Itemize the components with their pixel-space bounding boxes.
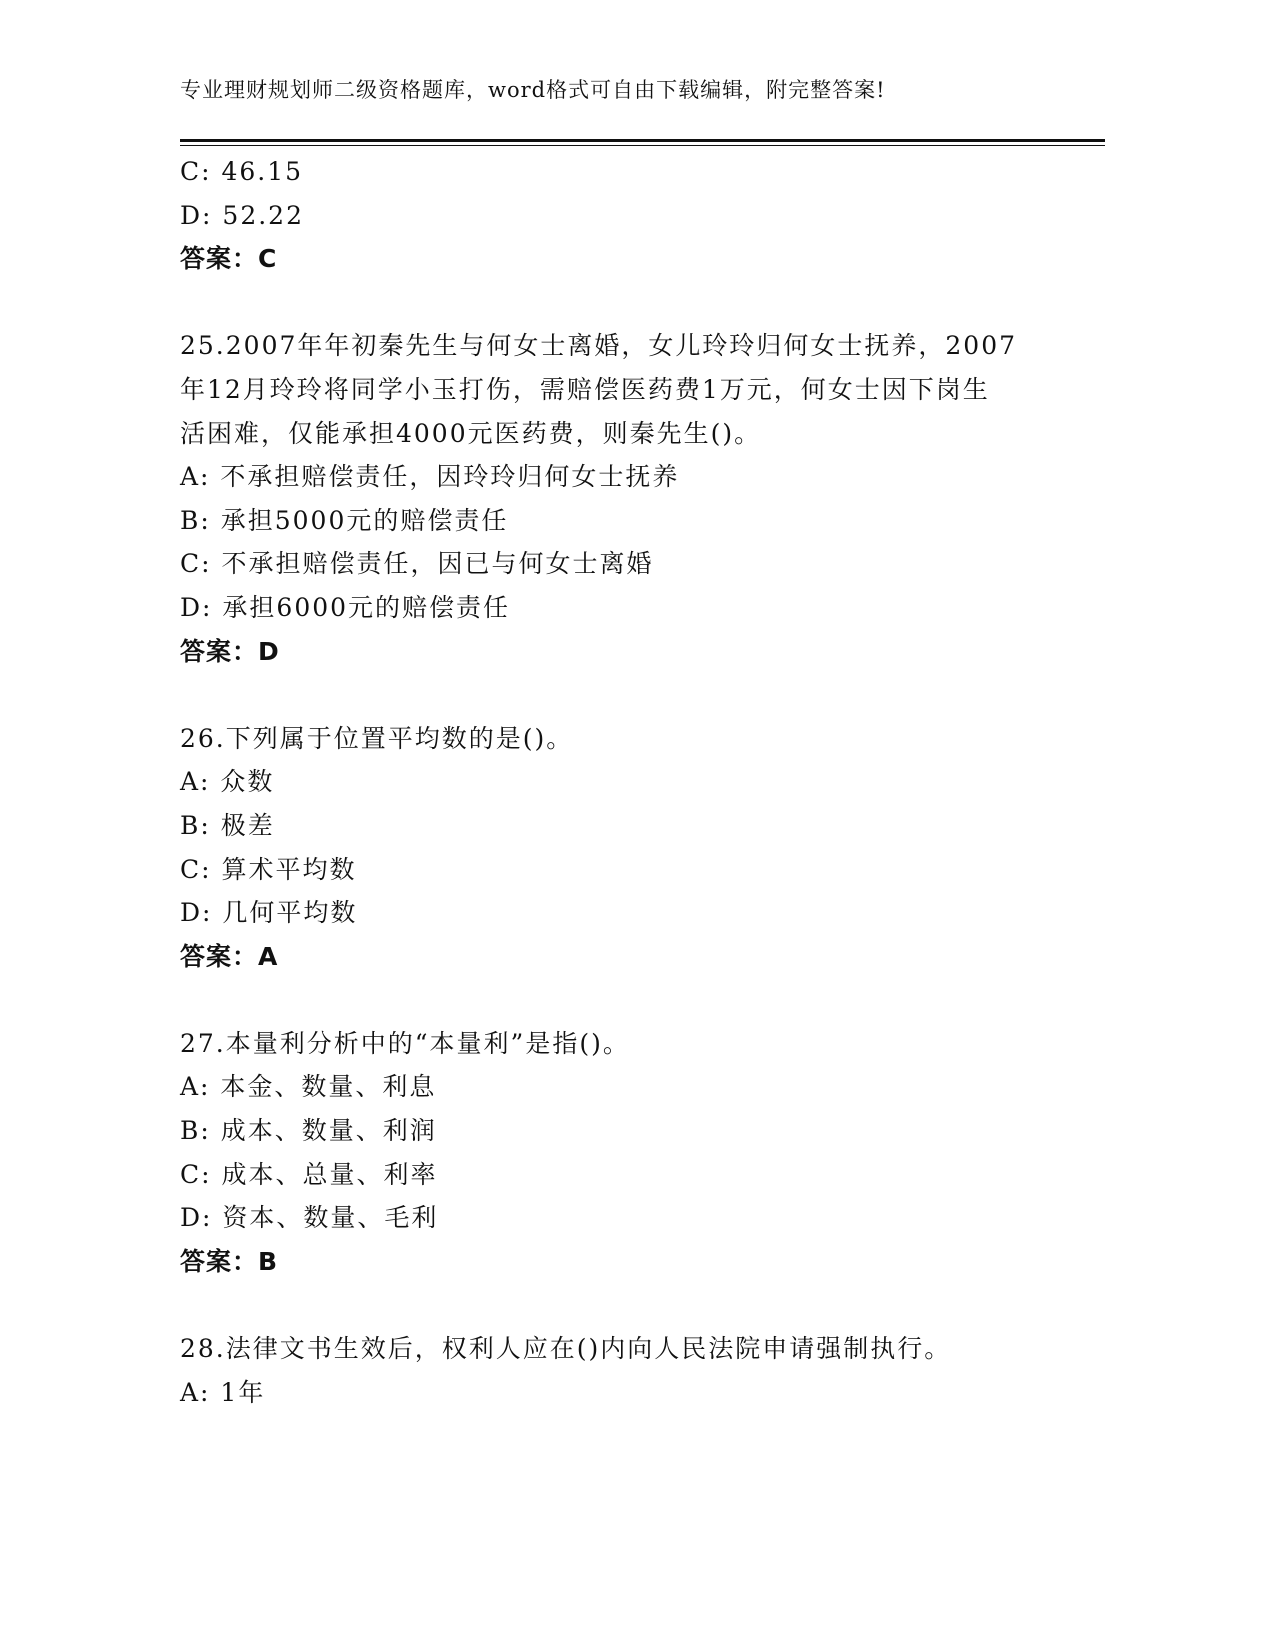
option-b: B: 极差 (180, 810, 275, 840)
option-b: B: 承担5000元的赔偿责任 (180, 505, 509, 535)
option-a: A: 1年 (180, 1377, 266, 1407)
option-c: C: 成本、总量、利率 (180, 1159, 438, 1189)
question-28 (180, 1327, 1080, 1414)
answer-line: 答案：B (180, 1246, 279, 1276)
option-b: B: 成本、数量、利润 (180, 1116, 437, 1146)
option-c: C: 算术平均数 (180, 854, 357, 884)
question-stem: 28.法律文书生效后，权利人应在()内向人民法院申请强制执行。 (180, 1334, 952, 1364)
answer-line: 答案：D (180, 636, 280, 666)
option-d: D: 几何平均数 (180, 898, 358, 928)
page-header: 专业理财规划师二级资格题库，word格式可自由下载编辑，附完整答案! (180, 78, 886, 102)
option-d: D: 52.22 (180, 200, 304, 230)
previous-question-tail (180, 150, 1080, 281)
question-stem: 27.本量利分析中的“本量利”是指()。 (180, 1028, 630, 1058)
answer-line: 答案：A (180, 941, 279, 971)
question-list (180, 150, 1080, 1414)
question-stem: 25.2007年年初秦先生与何女士离婚，女儿玲玲归何女士抚养，2007 (180, 331, 1018, 361)
option-d: D: 承担6000元的赔偿责任 (180, 592, 511, 622)
answer-line: 答案：C (180, 244, 278, 274)
option-a: A: 众数 (180, 767, 275, 797)
option-a: A: 本金、数量、利息 (180, 1072, 437, 1102)
question-stem: 活困难，仅能承担4000元医药费，则秦先生()。 (180, 418, 762, 448)
header-rule-thin (180, 145, 1105, 146)
header-rule-thick (180, 139, 1105, 142)
question-stem: 26.下列属于位置平均数的是()。 (180, 723, 574, 753)
question-25 (180, 324, 1080, 673)
option-c: C: 46.15 (180, 157, 304, 186)
option-d: D: 资本、数量、毛利 (180, 1203, 439, 1233)
question-26 (180, 717, 1080, 979)
option-c: C: 不承担赔偿责任，因已与何女士离婚 (180, 549, 654, 579)
question-stem: 年12月玲玲将同学小玉打伤，需赔偿医药费1万元，何女士因下岗生 (180, 374, 990, 404)
question-27 (180, 1022, 1080, 1284)
option-a: A: 不承担赔偿责任，因玲玲归何女士抚养 (180, 462, 680, 492)
